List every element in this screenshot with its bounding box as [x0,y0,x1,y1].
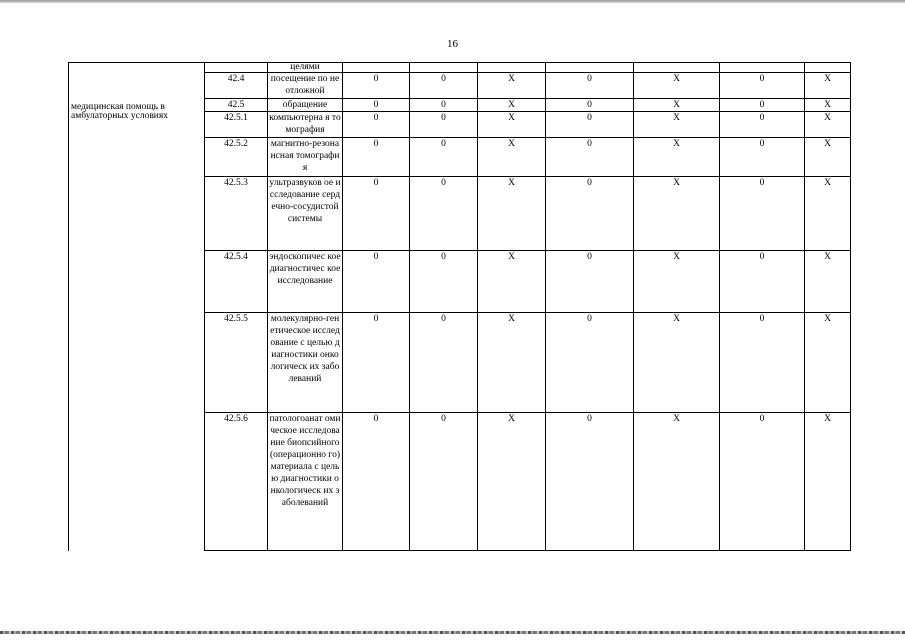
value-cell: X [805,73,851,99]
value-cell: X [805,413,851,551]
value-cell: 0 [720,177,805,251]
value-cell [546,63,634,73]
data-table [68,62,851,551]
value-cell: 0 [720,413,805,551]
section-cell [69,63,205,551]
value-cell [343,63,410,73]
value-cell: 0 [410,112,478,138]
value-cell: 0 [720,138,805,177]
value-cell: X [478,112,546,138]
value-cell [634,63,720,73]
row-code: 42.4 [205,73,268,99]
scan-edge-top [0,0,905,3]
value-cell: 0 [546,251,634,313]
section-label: медицинская помощь в амбулаторных условиях [71,102,169,121]
page-number: 16 [447,38,458,50]
value-cell: X [805,177,851,251]
value-cell: 0 [546,313,634,413]
row-name: целями [268,63,343,73]
value-cell: X [805,138,851,177]
row-name: патологоанат омическое исследование биопсийного (операционно го) материала с целью диагностики онкологическ их заболеваний [268,413,343,551]
table-row [69,63,851,73]
value-cell: 0 [410,73,478,99]
value-cell: 0 [410,251,478,313]
value-cell: X [478,413,546,551]
row-name: компьютерна я томография [268,112,343,138]
value-cell: X [634,73,720,99]
value-cell: 0 [720,73,805,99]
value-cell: 0 [546,99,634,112]
row-name: посещение по неотложной [268,73,343,99]
value-cell: X [478,313,546,413]
value-cell: 0 [410,413,478,551]
value-cell: X [634,413,720,551]
scan-edge-bottom [0,631,905,634]
row-name: ультразвуков ое исследование сердечно-сосудистой системы [268,177,343,251]
value-cell: 0 [410,99,478,112]
value-cell: X [805,112,851,138]
value-cell: 0 [343,177,410,251]
value-cell: 0 [546,112,634,138]
value-cell: 0 [546,138,634,177]
value-cell: 0 [720,251,805,313]
value-cell: X [805,251,851,313]
row-name: обращение [268,99,343,112]
value-cell: X [634,251,720,313]
row-code: 42.5.2 [205,138,268,177]
value-cell: 0 [343,99,410,112]
row-name: эндоскопичес кое диагностичес кое исследование [268,251,343,313]
value-cell: 0 [343,73,410,99]
value-cell: 0 [720,112,805,138]
value-cell: 0 [546,177,634,251]
value-cell: X [634,138,720,177]
value-cell: X [478,177,546,251]
value-cell: 0 [343,112,410,138]
value-cell: 0 [410,313,478,413]
value-cell: 0 [546,73,634,99]
row-code: 42.5.6 [205,413,268,551]
value-cell [478,63,546,73]
value-cell [410,63,478,73]
value-cell: X [805,313,851,413]
value-cell: 0 [343,251,410,313]
row-name: молекулярно-генетическое исследование с целью диагностики онкологическ их заболеваний [268,313,343,413]
row-code: 42.5.1 [205,112,268,138]
value-cell: X [634,99,720,112]
value-cell: X [805,99,851,112]
row-code: 42.5 [205,99,268,112]
value-cell: 0 [343,313,410,413]
value-cell: X [634,313,720,413]
row-code: 42.5.3 [205,177,268,251]
value-cell: 0 [343,138,410,177]
row-code [205,63,268,73]
value-cell: 0 [410,177,478,251]
value-cell: 0 [343,413,410,551]
value-cell: 0 [410,138,478,177]
value-cell [805,63,851,73]
value-cell: X [634,177,720,251]
value-cell: 0 [720,313,805,413]
value-cell: X [478,138,546,177]
value-cell: X [478,251,546,313]
value-cell: X [478,99,546,112]
row-name: магнитно-резонансная томография [268,138,343,177]
value-cell: 0 [720,99,805,112]
value-cell: X [478,73,546,99]
row-code: 42.5.4 [205,251,268,313]
value-cell: 0 [546,413,634,551]
row-code: 42.5.5 [205,313,268,413]
value-cell [720,63,805,73]
value-cell: X [634,112,720,138]
